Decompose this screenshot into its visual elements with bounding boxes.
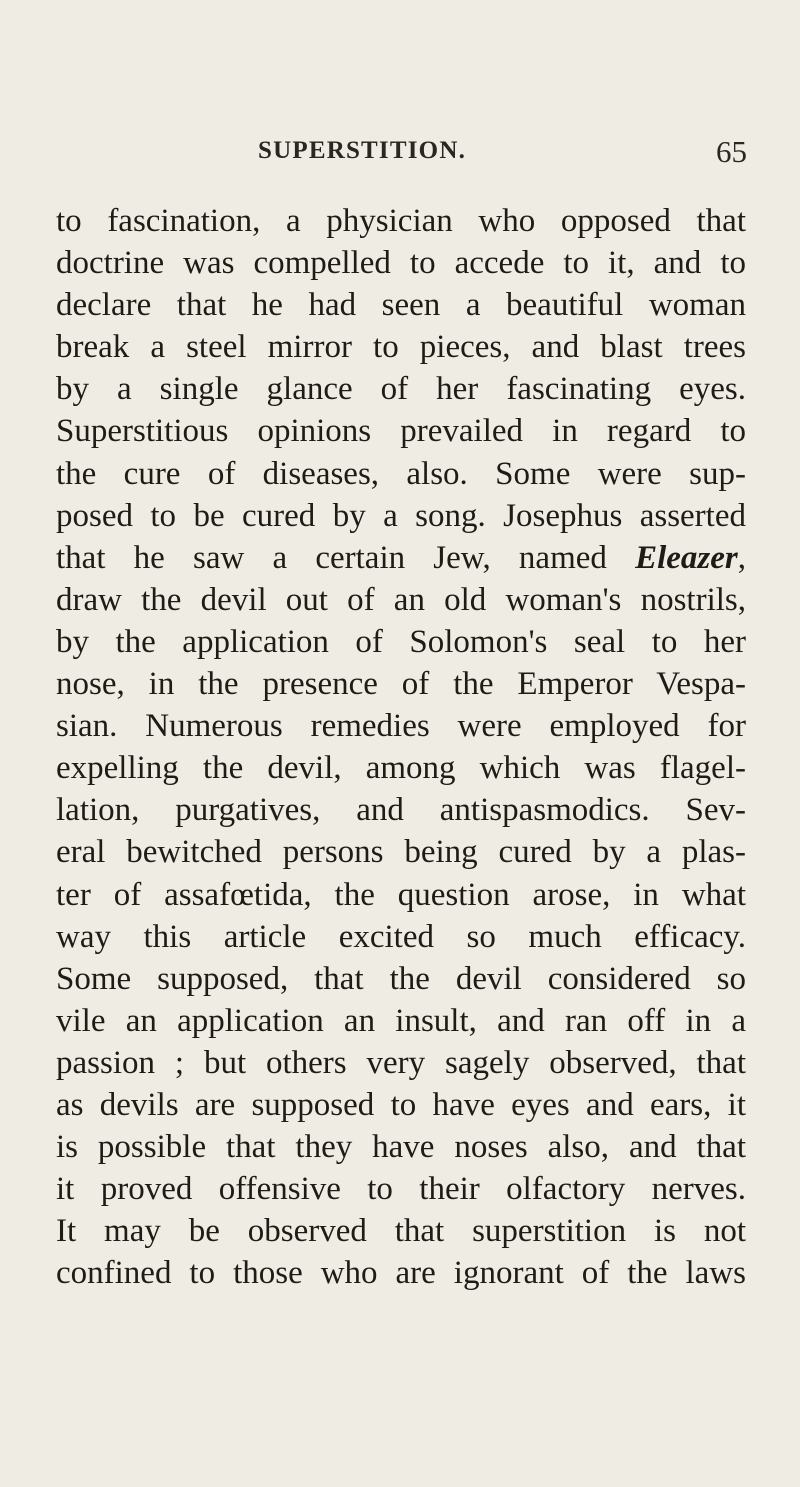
- text-line-11: by the application of Solomon's seal to her: [56, 623, 746, 660]
- text-line-18: way this article excited so much efficacy.: [56, 918, 746, 955]
- text-line-1: to fascination, a physician who opposed that: [56, 203, 746, 239]
- text-line-15: lation, purgatives, and antispasmodics. Sev-: [56, 792, 746, 829]
- italic-name: Eleazer: [635, 539, 738, 576]
- text-line-16: eral bewitched persons being cured by a plas-: [56, 834, 746, 871]
- text-line-13: sian. Numerous remedies were employed for: [56, 708, 746, 745]
- text-line-25: It may be observed that superstition is not: [56, 1213, 746, 1250]
- text-line-9-suffix: ,: [737, 539, 746, 576]
- running-header: [0, 134, 800, 173]
- text-line-2: doctrine was compelled to accede to it, and to: [56, 245, 746, 282]
- text-line-8: posed to be cured by a song. Josephus asserted: [56, 497, 746, 534]
- running-title: SUPERSTITION.: [258, 137, 467, 164]
- text-line-19: Some supposed, that the devil considered so: [56, 960, 746, 997]
- text-line-6: Superstitious opinions prevailed in regard to: [56, 413, 746, 450]
- text-line-14: expelling the devil, among which was flagel-: [56, 750, 746, 787]
- text-line-23: is possible that they have noses also, and that: [56, 1129, 746, 1166]
- text-line-20: vile an application an insult, and ran off in a: [56, 1002, 746, 1039]
- text-line-24: it proved offensive to their olfactory nerves.: [56, 1171, 746, 1208]
- text-line-22: as devils are supposed to have eyes and ears, it: [56, 1086, 746, 1123]
- text-line-9-prefix: that he saw a certain Jew, named: [56, 539, 636, 576]
- text-line-4: break a steel mirror to pieces, and blast trees: [56, 329, 746, 366]
- text-line-9: [56, 537, 746, 579]
- body-text: [56, 200, 746, 1294]
- text-line-26: confined to those who are ignorant of the laws: [56, 1255, 746, 1292]
- text-line-12: nose, in the presence of the Emperor Vespa-: [56, 666, 746, 703]
- text-line-7: the cure of diseases, also. Some were sup-: [56, 455, 746, 492]
- text-line-3: declare that he had seen a beautiful woman: [56, 287, 746, 324]
- page-number: 65: [716, 134, 747, 169]
- text-line-21: passion ; but others very sagely observed, that: [56, 1044, 746, 1081]
- text-line-10: draw the devil out of an old woman's nostrils,: [56, 581, 746, 618]
- text-line-17: ter of assafœtida, the question arose, in what: [56, 876, 746, 913]
- text-line-5: by a single glance of her fascinating eyes.: [56, 371, 746, 408]
